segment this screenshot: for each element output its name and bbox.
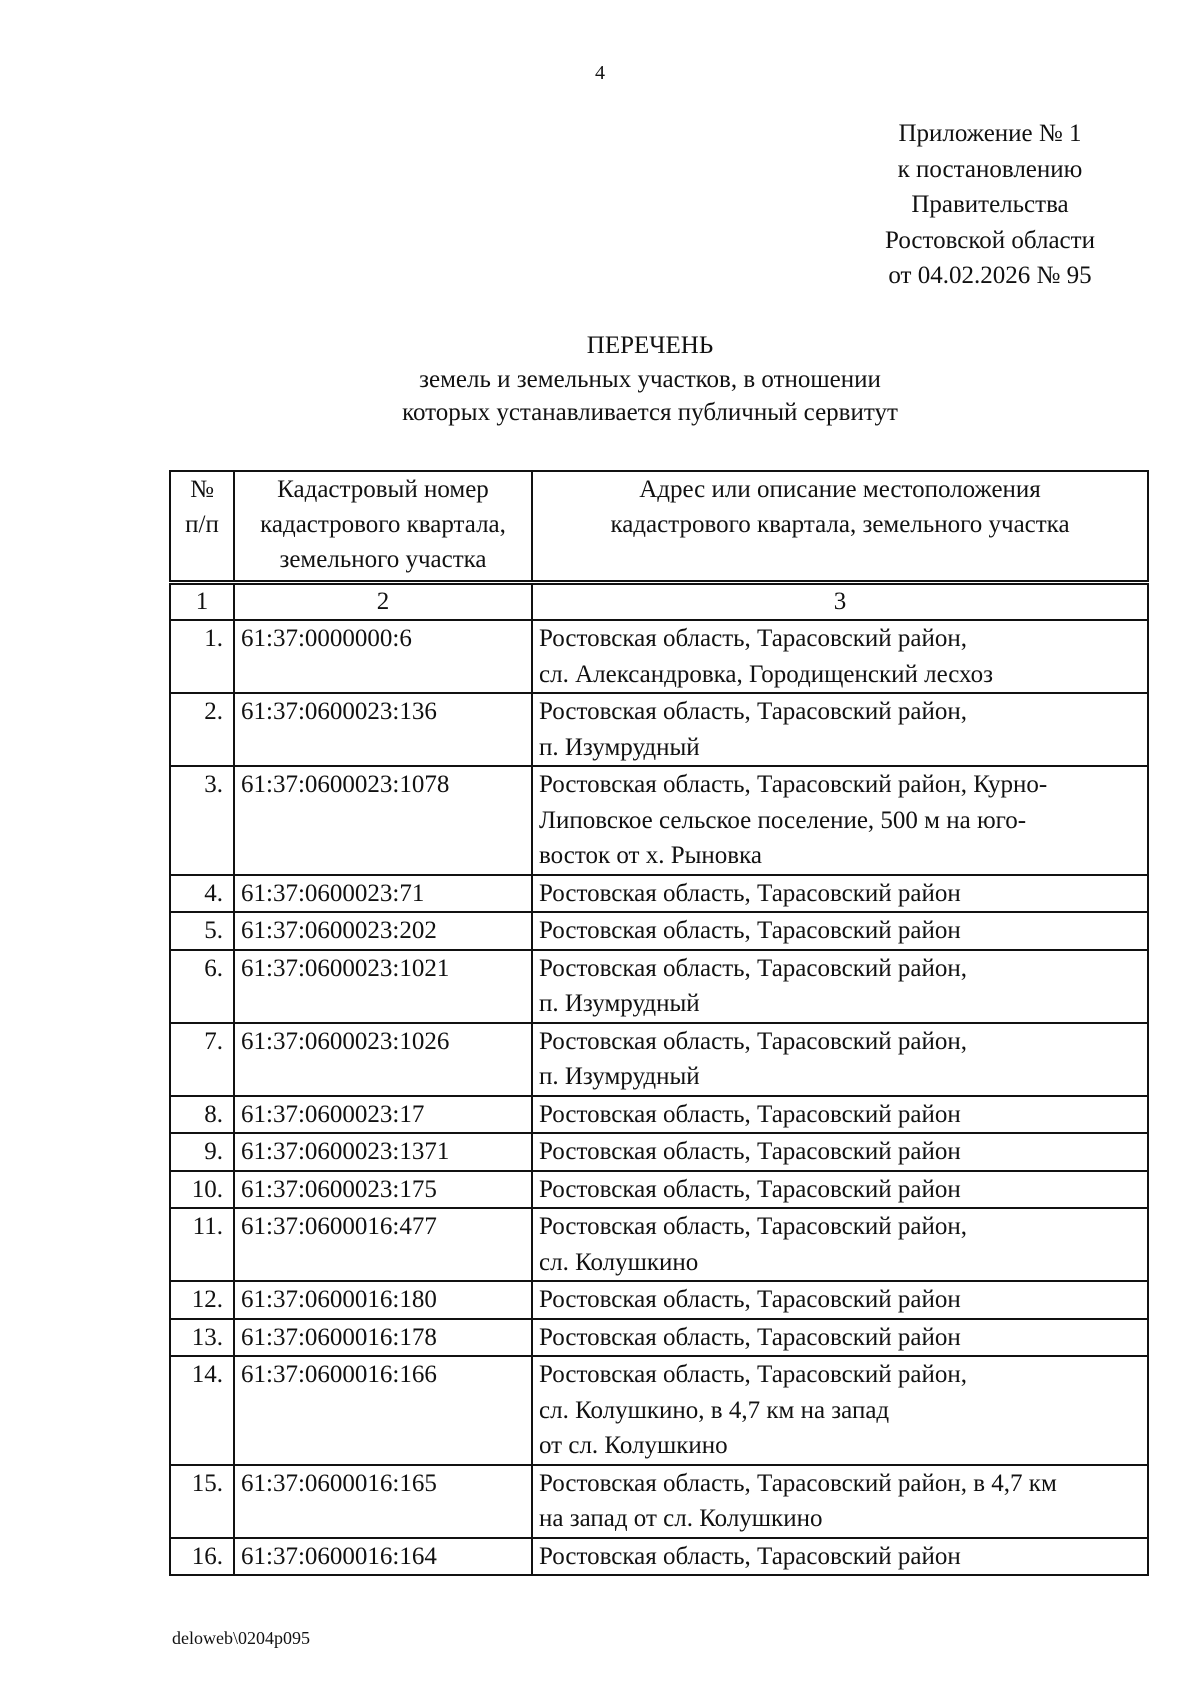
header-num-line: п/п xyxy=(185,511,219,538)
address-line: Ростовская область, Тарасовский район, в 4,7 км xyxy=(539,1469,1057,1497)
row-number: 1. xyxy=(170,620,234,693)
header-num-line: № xyxy=(190,476,214,503)
table-row xyxy=(170,1465,1148,1538)
appendix-line: Ростовской области xyxy=(885,226,1095,254)
cadastral-number: 61:37:0600016:178 xyxy=(234,1319,532,1357)
header-cadastral-line: кадастрового квартала, xyxy=(260,511,506,538)
row-number: 11. xyxy=(170,1208,234,1281)
cadastral-number: 61:37:0600023:136 xyxy=(234,693,532,766)
table-row xyxy=(170,766,1148,875)
row-number: 8. xyxy=(170,1096,234,1134)
cadastral-number: 61:37:0600016:166 xyxy=(234,1356,532,1465)
cadastral-number: 61:37:0600023:1371 xyxy=(234,1133,532,1171)
address-line: Ростовская область, Тарасовский район xyxy=(539,1100,961,1128)
cadastral-number: 61:37:0600016:165 xyxy=(234,1465,532,1538)
page-number: 4 xyxy=(595,62,605,84)
row-number: 3. xyxy=(170,766,234,875)
address-cell xyxy=(532,1023,1148,1096)
table-row xyxy=(170,1356,1148,1465)
address-line: Ростовская область, Тарасовский район xyxy=(539,1542,961,1570)
cadastral-number: 61:37:0000000:6 xyxy=(234,620,532,693)
table-row xyxy=(170,693,1148,766)
table-row xyxy=(170,1208,1148,1281)
address-cell xyxy=(532,875,1148,913)
table-row xyxy=(170,1319,1148,1357)
address-cell xyxy=(532,950,1148,1023)
address-cell xyxy=(532,1133,1148,1171)
document-title: ПЕРЕЧЕНЬ xyxy=(586,332,714,359)
row-number: 10. xyxy=(170,1171,234,1209)
appendix-line: от 04.02.2026 № 95 xyxy=(888,262,1092,289)
appendix-line: Правительства xyxy=(911,191,1069,218)
address-cell xyxy=(532,1356,1148,1465)
address-line: Ростовская область, Тарасовский район, xyxy=(539,698,968,725)
appendix-line: Приложение № 1 xyxy=(898,120,1082,147)
header-cadastral-line: Кадастровый номер xyxy=(277,476,489,503)
parcels-table xyxy=(169,470,1149,1576)
column-number: 1 xyxy=(170,583,234,621)
address-cell xyxy=(532,912,1148,950)
column-number: 3 xyxy=(532,583,1148,621)
cadastral-number: 61:37:0600023:71 xyxy=(234,875,532,913)
table-row xyxy=(170,1538,1148,1576)
row-number: 14. xyxy=(170,1356,234,1465)
address-line: Ростовская область, Тарасовский район xyxy=(539,1286,961,1313)
address-line: п. Изумрудный xyxy=(539,733,700,761)
address-line: Ростовская область, Тарасовский район xyxy=(539,917,961,944)
address-line: сл. Александровка, Городищенский лесхоз xyxy=(539,660,993,688)
table-row xyxy=(170,875,1148,913)
document-heading xyxy=(150,329,1150,430)
address-line: Ростовская область, Тарасовский район xyxy=(539,879,961,907)
row-number: 2. xyxy=(170,693,234,766)
table-row xyxy=(170,1096,1148,1134)
cadastral-number: 61:37:0600023:1026 xyxy=(234,1023,532,1096)
table-row xyxy=(170,1133,1148,1171)
table-row xyxy=(170,912,1148,950)
row-number: 6. xyxy=(170,950,234,1023)
table-row xyxy=(170,1171,1148,1209)
header-address-line: Адрес или описание местоположения xyxy=(639,476,1041,503)
address-line: Ростовская область, Тарасовский район xyxy=(539,1175,961,1203)
row-number: 5. xyxy=(170,912,234,950)
header-address-line: кадастрового квартала, земельного участка xyxy=(610,511,1070,538)
row-number: 16. xyxy=(170,1538,234,1576)
appendix-block xyxy=(840,116,1140,294)
column-number: 2 xyxy=(234,583,532,621)
address-line: п. Изумрудный xyxy=(539,990,700,1017)
row-number: 15. xyxy=(170,1465,234,1538)
address-cell xyxy=(532,1465,1148,1538)
header-cadastral-line: земельного участка xyxy=(279,546,487,573)
address-line: Ростовская область, Тарасовский район xyxy=(539,1138,961,1165)
header-address xyxy=(532,471,1148,583)
address-cell xyxy=(532,620,1148,693)
row-number: 13. xyxy=(170,1319,234,1357)
cadastral-number: 61:37:0600023:1078 xyxy=(234,766,532,875)
column-numbers-row xyxy=(170,583,1148,621)
cadastral-number: 61:37:0600016:164 xyxy=(234,1538,532,1576)
address-cell xyxy=(532,693,1148,766)
address-line: Липовское сельское поселение, 500 м на юго- xyxy=(539,806,1027,834)
address-line: восток от х. Рыновка xyxy=(539,842,762,869)
cadastral-number: 61:37:0600023:1021 xyxy=(234,950,532,1023)
cadastral-number: 61:37:0600023:17 xyxy=(234,1096,532,1134)
address-cell xyxy=(532,1171,1148,1209)
address-line: Ростовская область, Тарасовский район xyxy=(539,1323,961,1351)
address-cell xyxy=(532,1208,1148,1281)
address-line: Ростовская область, Тарасовский район, xyxy=(539,1361,968,1388)
address-line: Ростовская область, Тарасовский район, xyxy=(539,1213,968,1240)
table-body xyxy=(170,620,1148,1575)
table-row xyxy=(170,1281,1148,1319)
address-cell xyxy=(532,1096,1148,1134)
header-num xyxy=(170,471,234,583)
document-subtitle-line: земель и земельных участков, в отношении xyxy=(419,365,881,393)
appendix-line: к постановлению xyxy=(897,155,1083,183)
row-number: 12. xyxy=(170,1281,234,1319)
row-number: 7. xyxy=(170,1023,234,1096)
address-line: Ростовская область, Тарасовский район, Курно- xyxy=(539,771,1048,798)
address-line: сл. Колушкино xyxy=(539,1248,699,1276)
row-number: 4. xyxy=(170,875,234,913)
address-line: от сл. Колушкино xyxy=(539,1432,728,1459)
address-line: Ростовская область, Тарасовский район, xyxy=(539,1027,968,1055)
cadastral-number: 61:37:0600023:175 xyxy=(234,1171,532,1209)
address-line: Ростовская область, Тарасовский район, xyxy=(539,954,968,982)
address-line: на запад от сл. Колушкино xyxy=(539,1505,823,1532)
address-cell xyxy=(532,1538,1148,1576)
address-cell xyxy=(532,1281,1148,1319)
row-number: 9. xyxy=(170,1133,234,1171)
table-header-row xyxy=(170,471,1148,583)
address-cell xyxy=(532,766,1148,875)
cadastral-number: 61:37:0600016:477 xyxy=(234,1208,532,1281)
header-cadastral xyxy=(234,471,532,583)
table-row xyxy=(170,620,1148,693)
cadastral-number: 61:37:0600016:180 xyxy=(234,1281,532,1319)
table-row xyxy=(170,1023,1148,1096)
table-row xyxy=(170,950,1148,1023)
address-cell xyxy=(532,1319,1148,1357)
footer-file-reference: deloweb\0204p095 xyxy=(172,1628,310,1648)
cadastral-number: 61:37:0600023:202 xyxy=(234,912,532,950)
address-line: п. Изумрудный xyxy=(539,1063,700,1090)
document-subtitle-line: которых устанавливается публичный сервитут xyxy=(402,399,898,426)
address-line: сл. Колушкино, в 4,7 км на запад xyxy=(539,1396,890,1424)
address-line: Ростовская область, Тарасовский район, xyxy=(539,625,968,652)
